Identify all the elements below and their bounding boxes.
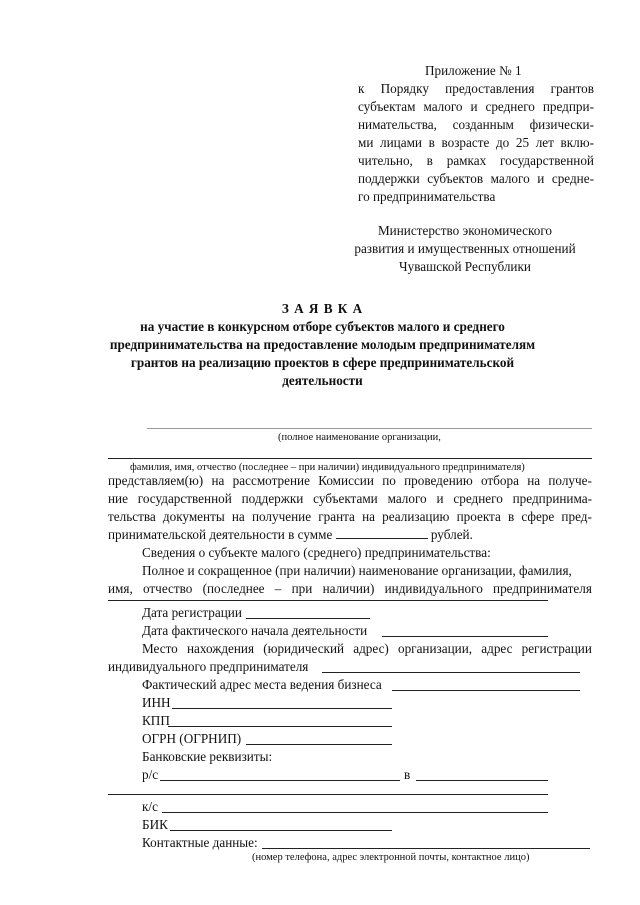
kpp-field[interactable] xyxy=(168,726,392,727)
activity-start-label: Дата фактического начала деятельности xyxy=(142,623,368,638)
appendix-line: нимательства, созданным физически- xyxy=(358,117,594,132)
paragraph-line: имя, отчество (последнее – при наличии) индивидуального предпринимателя xyxy=(108,581,592,596)
addressee-line: Министерство экономического xyxy=(377,223,553,238)
paragraph-line: представляем(ю) на рассмотрение Комиссии по проведению отбора на получе- xyxy=(108,473,592,488)
contacts-label: Контактные данные: xyxy=(142,835,258,850)
appendix-line: го предпринимательства xyxy=(358,189,496,204)
appendix-text xyxy=(358,80,594,206)
reg-date-label: Дата регистрации xyxy=(142,605,242,620)
bik-field[interactable] xyxy=(170,830,392,831)
bank-details-label: Банковские реквизиты: xyxy=(142,749,273,764)
rs-field[interactable] xyxy=(160,780,400,781)
heading-line: предпринимательства на предоставление молодым предпринимателям xyxy=(109,337,536,352)
addressee-block xyxy=(330,222,600,276)
org-name-caption: (полное наименование организации, xyxy=(278,432,441,443)
paragraph-line: тельства документы на получение гранта на реализацию проекта в сфере пред- xyxy=(108,509,592,524)
heading-line: деятельности xyxy=(282,373,363,388)
activity-start-field[interactable] xyxy=(382,636,548,637)
rs-label: р/с xyxy=(142,767,159,782)
main-paragraph xyxy=(108,472,592,544)
contacts-field[interactable] xyxy=(262,848,590,849)
appendix-line: субъектам малого и среднего предпри- xyxy=(358,99,594,114)
ogrn-label: ОГРН (ОГРНИП) xyxy=(142,731,242,746)
contacts-caption: (номер телефона, адрес электронной почты, контактное лицо) xyxy=(252,852,530,863)
appendix-line: к Порядку предоставления грантов xyxy=(358,81,594,96)
addressee-line: Чувашской Республики xyxy=(399,259,531,274)
name-paragraph xyxy=(108,562,592,598)
heading-title: З А Я В К А xyxy=(281,301,364,316)
paragraph-line-text: Полное и сокращенное (при наличии) наименование организации, фамилия, xyxy=(142,563,572,578)
amount-label: принимательской деятельности в сумме xyxy=(108,527,333,542)
heading-line: грантов на реализацию проектов в сфере предпринимательской xyxy=(130,355,515,370)
paragraph-last-line xyxy=(108,526,592,544)
actual-address-label: Фактический адрес места ведения бизнеса xyxy=(142,677,382,692)
appendix-line: чительно, в рамках государственной xyxy=(358,153,594,168)
bik-label: БИК xyxy=(142,817,168,832)
location-line1-wrap xyxy=(108,640,592,658)
paragraph-line xyxy=(108,562,592,580)
appendix-line: ми лицами в возрасте до 25 лет вклю- xyxy=(358,135,594,150)
appendix-line: поддержки субъектов малого и средне- xyxy=(358,171,594,186)
actual-address-field[interactable] xyxy=(392,690,580,691)
appendix-title: Приложение № 1 xyxy=(425,63,522,78)
addressee-line: развития и имущественных отношений xyxy=(354,241,576,256)
in-bank-label: в xyxy=(404,767,411,782)
reg-date-field[interactable] xyxy=(246,618,370,619)
location-label-line1: Место нахождения (юридический адрес) организации, адрес регистрации xyxy=(142,641,592,656)
amount-field[interactable] xyxy=(336,526,428,539)
kpp-label: КПП xyxy=(142,713,170,728)
smb-info-heading: Сведения о субъекте малого (среднего) предпринимательства: xyxy=(142,545,491,560)
location-block xyxy=(108,640,592,676)
ks-field[interactable] xyxy=(162,812,548,813)
location-label-line2: индивидуального предпринимателя xyxy=(108,659,309,674)
inn-field[interactable] xyxy=(172,708,392,709)
ogrn-field[interactable] xyxy=(246,744,392,745)
bank-name-continued-field[interactable] xyxy=(108,794,548,795)
ip-name-line[interactable] xyxy=(108,458,592,459)
ks-label: к/с xyxy=(142,799,158,814)
paragraph-line: ние государственной поддержки субъектами малого и среднего предпринима- xyxy=(108,491,592,506)
location-field[interactable] xyxy=(322,672,580,673)
org-fullname-line[interactable] xyxy=(108,600,548,601)
ip-name-caption: фамилия, имя, отчество (последнее – при наличии) индивидуального предпринимателя) xyxy=(130,462,525,473)
org-name-line[interactable] xyxy=(147,428,592,429)
heading-line: на участие в конкурсном отборе субъектов малого и среднего xyxy=(140,319,505,334)
document-heading xyxy=(60,300,585,390)
amount-unit: рублей. xyxy=(430,527,473,542)
inn-label: ИНН xyxy=(142,695,171,710)
bank-name-field[interactable] xyxy=(416,780,548,781)
